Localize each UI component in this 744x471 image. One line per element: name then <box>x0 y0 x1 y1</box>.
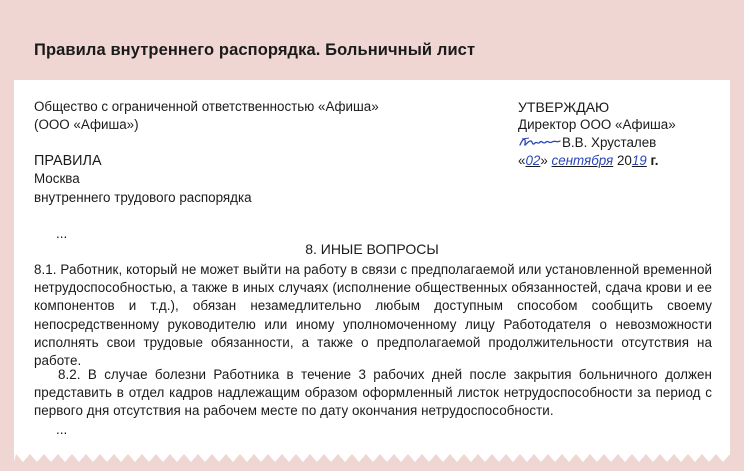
section-title: 8. ИНЫЕ ВОПРОСЫ <box>305 241 439 257</box>
date-year-prefix: 20 <box>616 153 632 168</box>
ellipsis-top: ... <box>56 226 68 241</box>
director-signature-line <box>518 134 656 152</box>
rules-title: ПРАВИЛА <box>34 153 102 169</box>
organization-name: Общество с ограниченной ответственностью «Афиша» <box>34 99 379 114</box>
date-year-mark: г. <box>650 153 659 168</box>
ellipsis-bottom: ... <box>56 422 68 437</box>
date-month: сентября <box>551 153 614 168</box>
document-body <box>14 80 730 460</box>
date-quote-close: » <box>540 153 548 168</box>
page-heading: Правила внутреннего распорядка. Больничный лист <box>34 41 476 59</box>
date-day: 02 <box>525 153 541 168</box>
rules-subtitle: внутреннего трудового распорядка <box>34 190 252 205</box>
director-title: Директор ООО «Афиша» <box>518 117 676 132</box>
city: Москва <box>34 171 80 186</box>
approval-date <box>518 152 658 170</box>
approve-title: УТВЕРЖДАЮ <box>518 99 610 115</box>
organization-short-name: (ООО «Афиша») <box>34 117 139 132</box>
date-year-suffix: 19 <box>631 153 647 168</box>
paragraph-8-2: 8.2. В случае болезни Работника в течение 3 рабочих дней после закрытия больничного должен представить в отдел кадров надлежащим образом оформленный листок нетрудоспособности за период с первого дня отсутствия на рабочем месте по дату окончания нетрудоспособности. <box>34 367 712 419</box>
paragraph-8-1: 8.1. Работник, который не может выйти на работу в связи с предполагаемой или установленной временной нетрудоспособностью, а также в иных случаях (исполнение общественных обязанностей, сдача крови и ее компонентов и т.д.), обязан незамедлительно любым доступным способом сообщить своему непосредственному руководителю или иному уполномоченному лицу Работодателя о невозможности исполнять свои трудовые обязанности, а также о предполагаемой продолжительности отсутствия на работе. <box>34 262 712 369</box>
handwritten-signature <box>518 134 562 150</box>
date-quote-open: « <box>518 153 526 168</box>
director-name: В.В. Хрусталев <box>562 135 657 150</box>
